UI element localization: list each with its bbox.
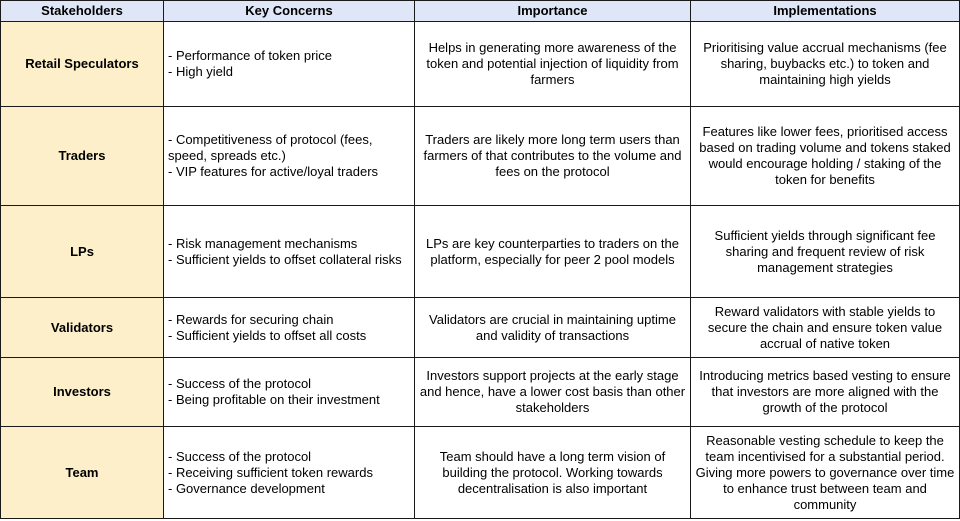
implementation-cell: Reasonable vesting schedule to keep the team incentivised for a substantial period. Giving more powers to governance over time to enhance trust between team and community — [691, 427, 960, 519]
implementation-cell: Sufficient yields through significant fee sharing and frequent review of risk management strategies — [691, 206, 960, 298]
table-row — [1, 298, 960, 358]
concern-item: - Governance development — [168, 480, 325, 496]
concerns-cell — [164, 298, 415, 358]
concerns-cell — [164, 358, 415, 427]
stakeholder-cell: Validators — [1, 298, 164, 358]
concerns-cell — [164, 427, 415, 519]
header-stakeholders: Stakeholders — [1, 1, 164, 22]
concern-item: - Sufficient yields to offset all costs — [168, 327, 367, 343]
importance-cell: LPs are key counterparties to traders on the platform, especially for peer 2 pool models — [415, 206, 691, 298]
concern-item: - Success of the protocol — [168, 448, 312, 464]
header-importance: Importance — [415, 1, 691, 22]
concern-item: - VIP features for active/loyal traders — [168, 164, 379, 179]
header-row — [1, 1, 960, 22]
concern-item: - Rewards for securing chain — [168, 311, 334, 327]
table-row — [1, 358, 960, 427]
importance-cell: Traders are likely more long term users than farmers of that contributes to the volume and fees on the protocol — [415, 107, 691, 206]
table-row — [1, 107, 960, 206]
concerns-cell — [164, 107, 415, 206]
implementation-cell: Features like lower fees, prioritised access based on trading volume and tokens staked would encourage holding / staking of the token for benefits — [691, 107, 960, 206]
implementation-cell: Prioritising value accrual mechanisms (fee sharing, buybacks etc.) to token and maintaining high yields — [691, 22, 960, 107]
stakeholder-cell: Traders — [1, 107, 164, 206]
concern-item: - Receiving sufficient token rewards — [168, 464, 373, 480]
concerns-cell — [164, 22, 415, 107]
concern-item: - Competitiveness of protocol (fees, speed, spreads etc.) — [168, 132, 373, 163]
stakeholder-cell: LPs — [1, 206, 164, 298]
concern-item: - Sufficient yields to offset collateral risks — [168, 251, 402, 267]
stakeholder-cell: Investors — [1, 358, 164, 427]
concern-item: - High yield — [168, 64, 234, 79]
importance-cell: Helps in generating more awareness of the token and potential injection of liquidity from farmers — [415, 22, 691, 107]
header-key-concerns: Key Concerns — [164, 1, 415, 22]
concern-item: - Being profitable on their investment — [168, 392, 380, 407]
table-row — [1, 22, 960, 107]
stakeholder-cell: Team — [1, 427, 164, 519]
concern-item: - Success of the protocol — [168, 376, 312, 391]
importance-cell: Validators are crucial in maintaining uptime and validity of transactions — [415, 298, 691, 358]
table-row — [1, 427, 960, 519]
concern-item: - Performance of token price — [168, 48, 333, 63]
implementation-cell: Reward validators with stable yields to secure the chain and ensure token value accrual of native token — [691, 298, 960, 358]
header-implementations: Implementations — [691, 1, 960, 22]
implementation-cell: Introducing metrics based vesting to ensure that investors are more aligned with the growth of the protocol — [691, 358, 960, 427]
importance-cell: Team should have a long term vision of building the protocol. Working towards decentralisation is also important — [415, 427, 691, 519]
stakeholder-cell: Retail Speculators — [1, 22, 164, 107]
table-row — [1, 206, 960, 298]
importance-cell: Investors support projects at the early stage and hence, have a lower cost basis than other stakeholders — [415, 358, 691, 427]
concern-item: - Risk management mechanisms — [168, 235, 358, 251]
concerns-cell — [164, 206, 415, 298]
